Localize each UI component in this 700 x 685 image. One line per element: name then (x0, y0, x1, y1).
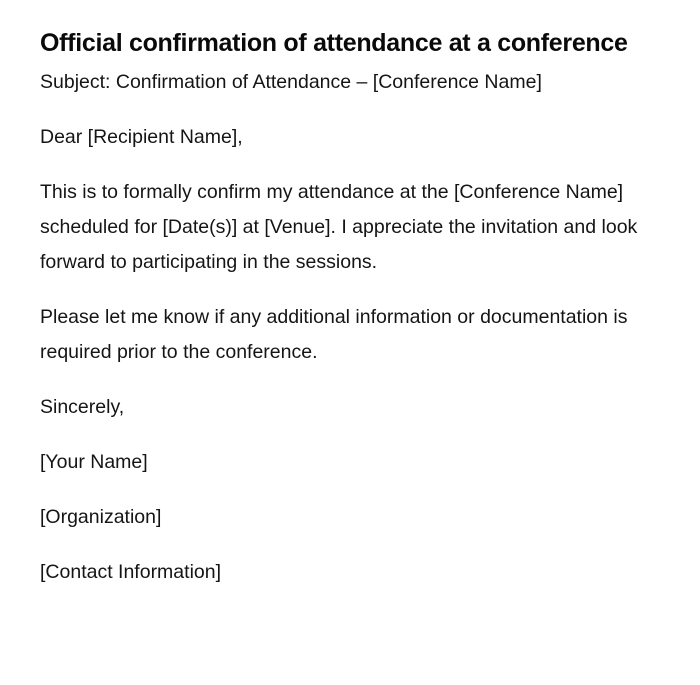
greeting: Dear [Recipient Name], (40, 126, 243, 148)
signature-contact: [Contact Information] (40, 561, 222, 583)
signature-name: [Your Name] (40, 451, 148, 473)
subject-line: Subject: Confirmation of Attendance – [Conference Name] (40, 71, 542, 93)
document-title: Official confirmation of attendance at a conference (40, 29, 628, 57)
signature-organization: [Organization] (40, 506, 162, 528)
body-paragraph-1: This is to formally confirm my attendance at the [Conference Name] scheduled for [Date(s)] at [Venue]. I appreciate the invitation and look forward to participating in the sessions. (40, 181, 638, 273)
letter-document (40, 22, 640, 610)
closing: Sincerely, (40, 396, 125, 418)
body-paragraph-2: Please let me know if any additional information or documentation is required prior to the conference. (40, 306, 628, 363)
